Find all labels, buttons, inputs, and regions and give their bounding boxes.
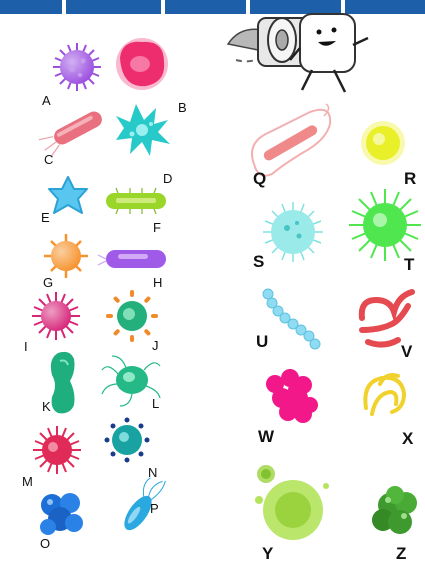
dark-green-cluster-icon [372, 486, 417, 534]
label-b: B [178, 100, 187, 115]
label-o: O [40, 536, 51, 551]
label-d: D [163, 171, 173, 186]
label-a: A [42, 93, 51, 108]
toilet-paper-roll-character-icon [228, 14, 368, 92]
pink-cluster-staphylococcus-icon [266, 369, 318, 423]
teal-virus-dotted-icon [105, 418, 150, 463]
teal-amoeba-icon [116, 104, 170, 156]
yellow-loop-filament-icon [365, 375, 404, 414]
label-y: Y [262, 544, 274, 563]
label-x: X [402, 429, 414, 448]
label-r: R [404, 169, 417, 188]
green-capsule-bacterium-icon [106, 188, 166, 214]
label-u: U [256, 332, 269, 351]
yellow-fuzzy-coccus-icon [361, 121, 405, 165]
label-m: M [22, 474, 33, 489]
label-s: S [253, 252, 265, 271]
label-p: P [150, 501, 159, 516]
label-g: G [43, 275, 54, 290]
label-h: H [153, 275, 163, 290]
pink-fuzzy-microbe-icon [116, 38, 168, 90]
label-e: E [41, 210, 50, 225]
green-spiky-cell-icon [349, 189, 421, 261]
label-i: I [24, 339, 28, 354]
red-spiky-virus-icon [33, 426, 81, 474]
magenta-spiky-virus-icon [32, 292, 80, 340]
purple-spiky-virus-icon [53, 43, 101, 91]
pink-rod-bacterium-icon [39, 109, 107, 158]
label-c: C [44, 152, 54, 167]
label-q: Q [253, 169, 267, 188]
green-peanut-bacterium-icon [51, 352, 75, 413]
label-j: J [152, 338, 159, 353]
green-virus-orange-spikes-icon [106, 290, 158, 342]
red-spirillum-icon [362, 292, 412, 345]
label-l: L [152, 396, 160, 411]
light-blue-chain-streptococcus-icon [263, 289, 320, 349]
label-n: N [148, 465, 158, 480]
label-k: K [42, 399, 51, 414]
label-w: W [258, 427, 275, 446]
label-z: Z [396, 544, 407, 563]
blue-star-microbe-icon [49, 177, 87, 213]
purple-capsule-bacterium-icon [98, 250, 166, 268]
blue-flagellated-bacterium-icon [117, 472, 169, 534]
light-green-blob-cells-icon [255, 465, 329, 540]
pale-rod-in-membrane-icon [252, 104, 330, 176]
label-t: T [404, 255, 415, 274]
label-v: V [401, 342, 413, 361]
label-f: F [153, 220, 161, 235]
blue-cluster-microbe-icon [40, 493, 83, 535]
light-teal-spiky-cell-icon [263, 202, 323, 262]
orange-spiky-virus-icon [44, 234, 88, 278]
